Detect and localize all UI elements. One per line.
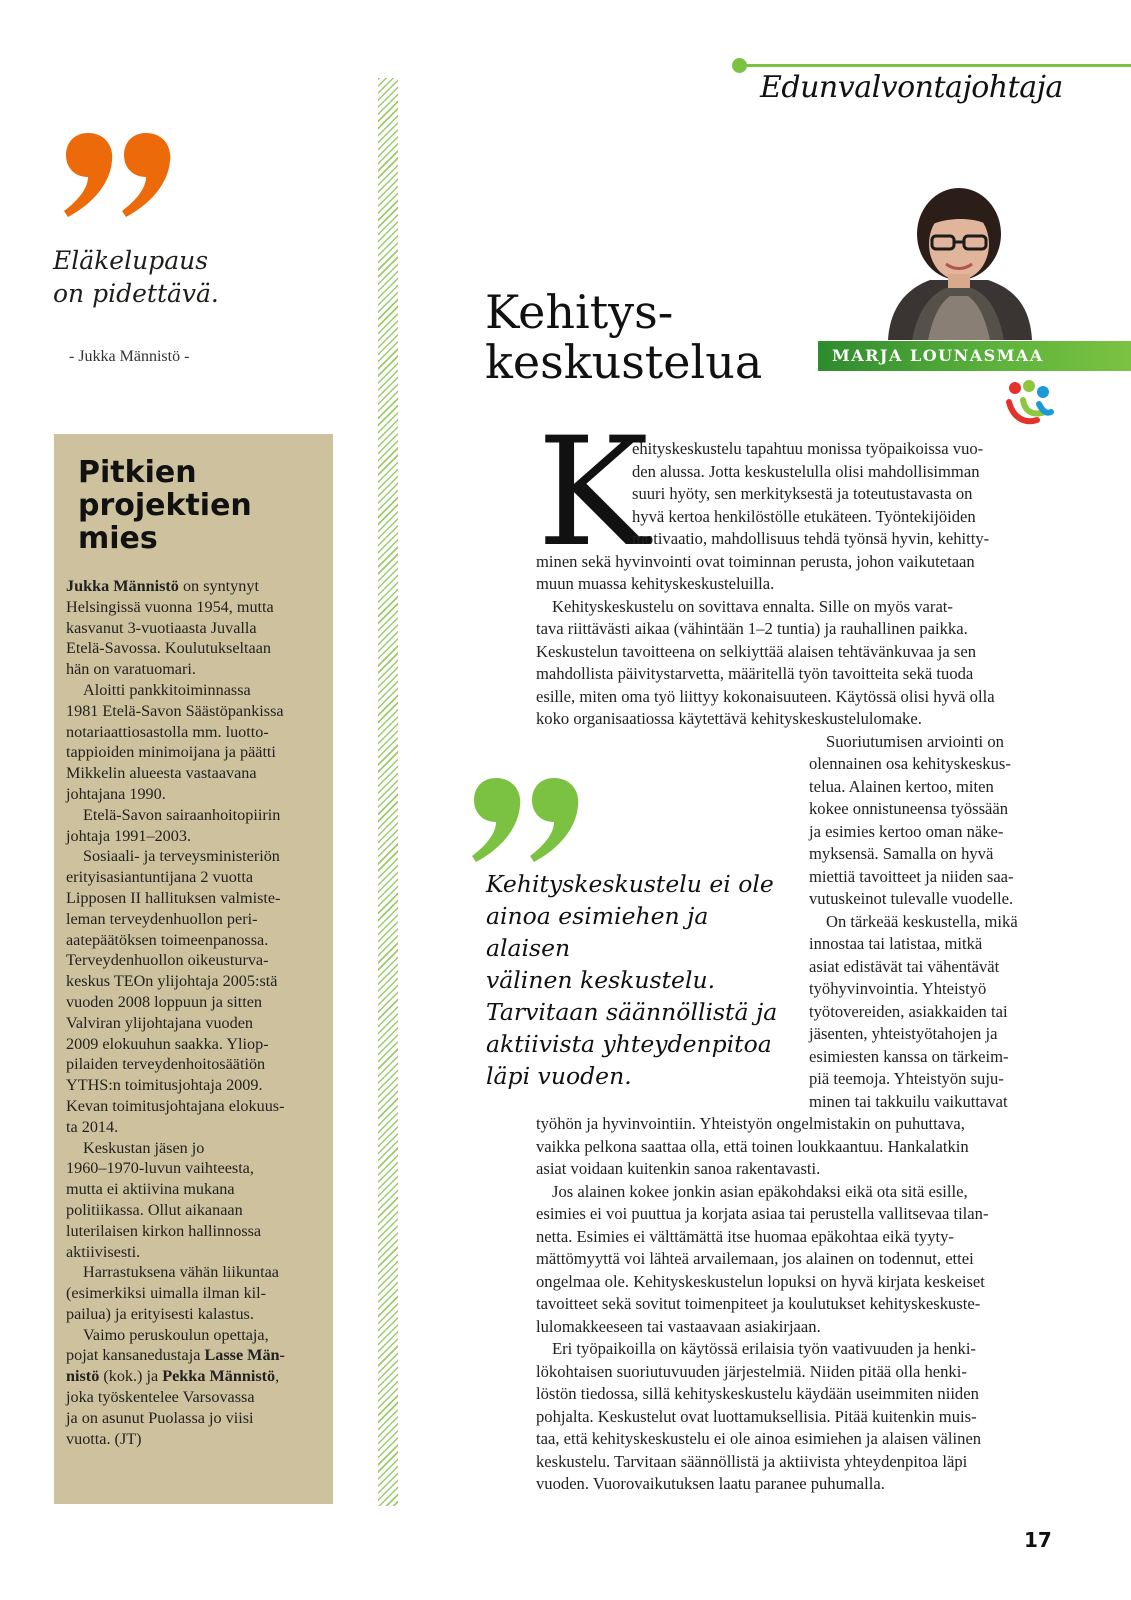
pull-quote-line: Tarvitaan säännöllistä ja [486, 998, 778, 1026]
article-text-line: mahdollista päivitystarvetta, määritellä työn tavoitteita sekä tuoda [536, 664, 974, 683]
article-text-line: asiat voidaan kuitenkin sanoa rakentavasti. [536, 1159, 821, 1178]
sidebar-text-line: 2009 elokuuhun saakka. Ylioр- [66, 1034, 269, 1053]
sidebar-text-line: Aloitti pankkitoiminnassa [83, 680, 251, 699]
sidebar-text-line: ja on asunut Puolassa jo viisi [66, 1408, 254, 1427]
article-text-line: telua. Alainen kertoo, miten [809, 776, 994, 796]
page-number: 17 [1024, 1528, 1052, 1552]
article-text-line: ehityskeskustelu tapahtuu monissa työpaikoissa vuo- [632, 439, 984, 458]
left-quote-line: Eläkelupaus [53, 246, 209, 275]
section-title: Edunvalvontajohtaja [760, 70, 1063, 105]
article-headline [485, 287, 845, 387]
sidebar-box [54, 434, 333, 1504]
article-text-line: Kehityskeskustelu on sovittava ennalta. Sille on myös varat- [552, 596, 953, 616]
sidebar-text-line: Helsingissä vuonna 1954, mutta [66, 597, 274, 616]
article-text-line: jäsenten, yhteistyötahojen ja [809, 1024, 998, 1043]
sidebar-text-line: aktiivisesti. [66, 1242, 141, 1261]
sidebar-text-line: politiikassa. Ollut aikanaan [66, 1200, 243, 1219]
article-text-line: suuri hyöty, sen merkityksestä ja toteutustavasta on [632, 484, 973, 503]
sidebar-title-line: mies [78, 521, 158, 556]
sidebar-title-line: Pitkien [78, 455, 197, 490]
article-text-line: vaikka pelkona saattaa olla, että toinen loukkaantuu. Hankalatkin [536, 1136, 969, 1156]
sidebar-text-line: pailua) ja erityisesti kalastus. [66, 1304, 254, 1323]
drop-cap: K [537, 406, 650, 580]
article-text-line: taa, että kehityskeskustelu ei ole ainoa esimiehen ja alaisen välinen [536, 1429, 982, 1448]
sidebar-text-line: pojat kansanedustaja Lasse Män- [66, 1346, 285, 1365]
organization-logo-icon [1003, 378, 1055, 428]
headline-line: keskustelua [485, 335, 763, 389]
sidebar-text-line: vuotta. (JT) [66, 1429, 142, 1448]
sidebar-text-line: johtaja 1991–2003. [66, 826, 191, 845]
author-portrait [868, 176, 1050, 340]
sidebar-body [66, 576, 324, 1449]
article-text-line: pohjalta. Keskustelut ovat luottamuksellisia. Pitää kuitenkin muis- [536, 1406, 977, 1426]
article-text-line: olennainen osa kehityskeskus- [809, 754, 1011, 773]
sidebar-text-line: Jukka Männistö on syntynyt [66, 577, 259, 595]
article-text-line: keskustelu. Tarvitaan säännöllistä ja aktiivista yhteydenpitoa läpi [536, 1451, 968, 1471]
article-text-line: myksensä. Samalla on hyvä [809, 844, 994, 863]
sidebar-text-line: nistö (kok.) ja Pekka Männistö, [66, 1367, 280, 1386]
sidebar-text-line: johtajana 1990. [66, 784, 166, 803]
sidebar-text-line: mutta ei aktiivina mukana [66, 1180, 235, 1199]
article-text-line: Jos alainen kokee jonkin asian epäkohdaksi eikä ota sitä esille, [552, 1181, 968, 1201]
sidebar-title [78, 456, 318, 555]
article-text-line: lökohtaisen suoriutuvuuden järjestelmiä. Niiden pitää olla henki- [536, 1361, 967, 1381]
sidebar-text-line: ta 2014. [66, 1117, 119, 1136]
article-text-line: koko organisaatiossa käytettävä kehityskeskustelulomake. [536, 709, 922, 728]
pull-quote-line: läpi vuoden. [486, 1062, 632, 1090]
sidebar-text-line: notariaattiosastolla mm. luotto- [66, 722, 269, 741]
article-text-line: hyvä kertoa henkilöstölle etukäteen. Työntekijöiden [632, 506, 976, 526]
left-quote-author: - Jukka Männistö - [69, 348, 190, 365]
article-text-line: työhön ja hyvinvointiin. Yhteistyön ongelmistakin on puhuttava, [536, 1114, 965, 1133]
article-text-line: Eri työpaikoilla on käytössä erilaisia työn vaativuuden ja henki- [552, 1339, 976, 1358]
header-rule-dot [732, 58, 747, 73]
article-text-line: innostaa tai latistaa, mitkä [809, 934, 983, 953]
sidebar-title-line: projektien [78, 488, 252, 523]
article-text-line: Keskustelun tavoitteena on selkiyttää alaisen tehtävänkuvaa ja sen [536, 641, 977, 661]
sidebar-text-line: pilaiden terveydenhoitosäätiön [66, 1055, 266, 1074]
sidebar-text-line: aatepäätöksen toimeenpanossa. [66, 930, 269, 949]
article-text-line: vuoden. Vuorovaikutuksen laatu paranee puhumalla. [536, 1474, 885, 1493]
sidebar-text-line: Valviran ylijohtajana vuoden [66, 1013, 254, 1032]
sidebar-text-line: keskus TEOn ylijohtaja 2005:stä [66, 972, 278, 991]
article-text-line: netta. Esimies ei välttämättä itse huomaa epäkohtaa eikä tyyty- [536, 1226, 954, 1246]
hatched-divider [378, 78, 398, 1506]
header-rule [738, 64, 1131, 67]
sidebar-text-line: luterilaisen kirkon hallinnossa [66, 1221, 262, 1240]
article-text-line: mättömyyttä voi lähteä arvailemaan, jos alainen on todennut, ettei [536, 1249, 974, 1268]
article-text-line: esimiesten kanssa on tärkeim- [809, 1046, 1009, 1066]
sidebar-text-line: joka työskentelee Varsovassa [66, 1388, 255, 1407]
article-text-line: Suoriutumisen arviointi on [826, 731, 1004, 751]
quote-mark-green-icon [468, 770, 588, 870]
sidebar-text-line: Etelä-Savon sairaanhoitopiirin [83, 805, 281, 824]
article-text-line: minen sekä hyvinvointi ovat toiminnan perusta, johon vaikutetaan [536, 551, 975, 571]
article-text-line: löstön tiedossa, sillä kehityskeskustelu käydään useimmiten niiden [536, 1384, 979, 1403]
article-text-line: työhyvinvointia. Yhteistyö [809, 979, 987, 998]
pull-quote-line: aktiivista yhteydenpitoa [486, 1030, 772, 1058]
article-text-line: ja esimies kertoo oman näke- [809, 821, 1004, 841]
article-text-line: esille, miten oma työ liittyy kokonaisuuteen. Käytössä olisi hyvä olla [536, 686, 995, 706]
pull-quote-line: välinen keskustelu. [486, 966, 716, 994]
sidebar-text-line: vuoden 2008 loppuun ja sitten [66, 992, 263, 1011]
article-text-line: esimies ei voi puuttua ja korjata asiaa tai perustella vallitsevaa tilan- [536, 1204, 989, 1223]
quote-mark-orange-icon [60, 125, 180, 225]
article-text-line: lulomakkeeseen tai vastaavaan asiakirjaan. [536, 1316, 821, 1336]
author-byline-bar [818, 341, 1131, 371]
pull-quote [486, 868, 786, 1092]
sidebar-text-line: hän on varatuomari. [66, 660, 196, 679]
sidebar-text-line: erityisasiantuntijana 2 vuotta [66, 868, 254, 887]
sidebar-text-line: kasvanut 3-vuotiaasta Juvalla [66, 618, 257, 637]
article-text-line: den alussa. Jotta keskustelulla olisi mahdollisimman [632, 461, 980, 481]
sidebar-text-line: 1981 Etelä-Savon Säästöpankissa [66, 701, 284, 720]
left-quote-line: on pidettävä. [53, 279, 219, 308]
article-text-line: vutuskeinot tulevalle vuodelle. [809, 889, 1014, 908]
article-text-line: minen tai takkuilu vaikuttavat [809, 1091, 1008, 1111]
sidebar-text-line: 1960–1970-luvun vaihteesta, [66, 1159, 254, 1178]
sidebar-text-line: Sosiaali- ja terveysministeriön [83, 847, 280, 866]
article-text-line: ongelmaa ole. Kehityskeskustelun lopuksi on hyvä kirjata keskeiset [536, 1271, 985, 1291]
headline-line: Kehitys- [485, 285, 674, 339]
left-quote-text [53, 244, 353, 310]
article-text-line: On tärkeää keskustella, mikä [826, 911, 1018, 931]
pull-quote-line: ainoa esimiehen ja alaisen [486, 902, 709, 962]
author-name: MARJA LOUNASMAA [832, 346, 1044, 365]
sidebar-text-line: YTHS:n toimitusjohtaja 2009. [66, 1076, 263, 1095]
sidebar-text-line: tappioiden minimoijana ja päätti [66, 743, 276, 762]
article-text-line: tava riittävästi aikaa (vähintään 1–2 tuntia) ja rauhallinen paikka. [536, 619, 968, 638]
article-text-line: piä teemoja. Yhteistyön suju- [809, 1069, 1004, 1088]
article-text-line: motivaatio, mahdollisuus tehdä työnsä hyvin, kehitty- [632, 529, 990, 548]
article-text-line: asiat edistävät tai vähentävät [809, 956, 1000, 976]
sidebar-text-line: (esimerkiksi uimalla ilman kil- [66, 1284, 267, 1303]
sidebar-text-line: Harrastuksena vähän liikuntaa [83, 1263, 279, 1282]
article-text-line: tavoitteet sekä sovitut toimenpiteet ja koulutukset kehityskeskuste- [536, 1294, 981, 1313]
sidebar-text-line: Kevan toimitusjohtajana elokuus- [66, 1096, 285, 1115]
pull-quote-line: Kehityskeskustelu ei ole [486, 870, 774, 898]
sidebar-text-line: Terveydenhuollon oikeusturva- [66, 951, 269, 970]
article-text-line: työtovereiden, asiakkaiden tai [809, 1001, 1008, 1021]
article-text-line: kokee onnistuneensa työssään [809, 799, 1009, 818]
sidebar-text-line: Mikkelin alueesta vastaavana [66, 764, 257, 783]
sidebar-text-line: leman terveydenhuollon peri- [66, 909, 258, 928]
article-text-line: miettiä tavoitteet ja niiden saa- [809, 866, 1014, 886]
sidebar-text-line: Vaimo peruskoulun opettaja, [83, 1325, 269, 1344]
sidebar-text-line: Keskustan jäsen jo [83, 1138, 205, 1157]
sidebar-text-line: Etelä-Savossa. Koulutukseltaan [66, 639, 271, 658]
article-text-line: muun muassa kehityskeskusteluilla. [536, 574, 775, 593]
sidebar-text-line: Lipposen II hallituksen valmiste- [66, 888, 281, 907]
